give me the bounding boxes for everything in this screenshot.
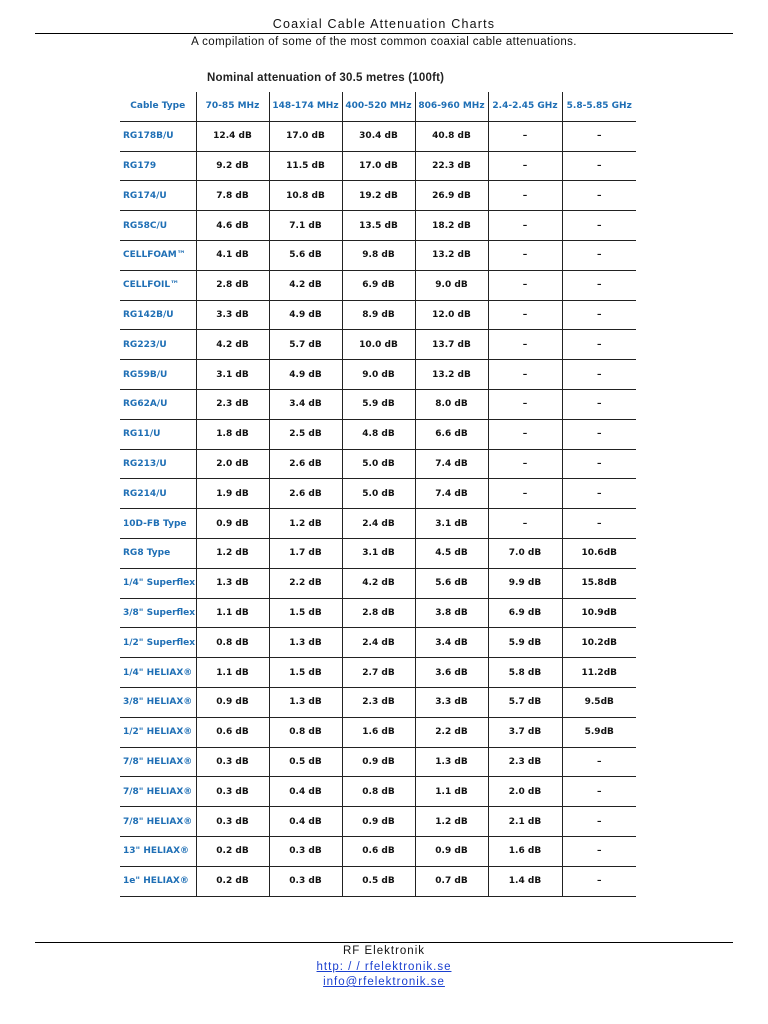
attenuation-cell: 0.6 dB — [196, 717, 269, 747]
attenuation-cell: 1.9 dB — [196, 479, 269, 509]
attenuation-table — [120, 92, 636, 897]
attenuation-cell: – — [488, 479, 562, 509]
attenuation-cell: – — [562, 509, 636, 539]
attenuation-cell: 3.7 dB — [488, 717, 562, 747]
document-title: Coaxial Cable Attenuation Charts — [272, 17, 496, 31]
table-row — [120, 240, 636, 270]
attenuation-cell: 3.6 dB — [415, 658, 488, 688]
attenuation-cell: 0.8 dB — [196, 628, 269, 658]
table-row — [120, 270, 636, 300]
table-row — [120, 538, 636, 568]
attenuation-cell: – — [562, 270, 636, 300]
attenuation-cell: – — [562, 360, 636, 390]
attenuation-cell: 11.5 dB — [269, 151, 342, 181]
attenuation-cell: 1.5 dB — [269, 598, 342, 628]
cable-type-cell: 7/8" HELIAX® — [120, 747, 196, 777]
attenuation-cell: 5.7 dB — [269, 330, 342, 360]
table-row — [120, 568, 636, 598]
attenuation-cell: 4.5 dB — [415, 538, 488, 568]
table-row — [120, 598, 636, 628]
attenuation-cell: 0.8 dB — [269, 717, 342, 747]
attenuation-cell: 1.2 dB — [415, 807, 488, 837]
cable-type-cell: 1/2" Superflex — [120, 628, 196, 658]
attenuation-cell: – — [562, 121, 636, 151]
column-header-frequency: 2.4-2.45 GHz — [488, 92, 562, 121]
attenuation-cell: – — [488, 330, 562, 360]
attenuation-cell: – — [562, 747, 636, 777]
attenuation-cell: 0.9 dB — [342, 807, 415, 837]
attenuation-cell: 2.3 dB — [196, 389, 269, 419]
attenuation-cell: 6.6 dB — [415, 419, 488, 449]
attenuation-cell: 0.3 dB — [196, 807, 269, 837]
attenuation-cell: 1.6 dB — [488, 836, 562, 866]
attenuation-cell: 2.5 dB — [269, 419, 342, 449]
attenuation-cell: 10.8 dB — [269, 181, 342, 211]
attenuation-cell: 5.0 dB — [342, 449, 415, 479]
attenuation-cell: – — [488, 181, 562, 211]
table-row — [120, 121, 636, 151]
cable-type-cell: 3/8" Superflex — [120, 598, 196, 628]
table-row — [120, 509, 636, 539]
attenuation-cell: 0.3 dB — [269, 836, 342, 866]
attenuation-cell: 9.9 dB — [488, 568, 562, 598]
attenuation-cell: 12.0 dB — [415, 300, 488, 330]
attenuation-cell: 2.0 dB — [488, 777, 562, 807]
attenuation-cell: – — [488, 151, 562, 181]
attenuation-cell: 0.9 dB — [196, 687, 269, 717]
attenuation-cell: 4.8 dB — [342, 419, 415, 449]
column-header-frequency: 400-520 MHz — [342, 92, 415, 121]
table-row — [120, 330, 636, 360]
table-row — [120, 777, 636, 807]
attenuation-cell: 10.9dB — [562, 598, 636, 628]
attenuation-cell: 5.9 dB — [342, 389, 415, 419]
attenuation-cell: 2.0 dB — [196, 449, 269, 479]
column-header-frequency: 70-85 MHz — [196, 92, 269, 121]
attenuation-cell: 2.6 dB — [269, 479, 342, 509]
attenuation-cell: 1.4 dB — [488, 866, 562, 896]
column-header-frequency: 5.8-5.85 GHz — [562, 92, 636, 121]
attenuation-cell: – — [562, 300, 636, 330]
attenuation-cell: 10.0 dB — [342, 330, 415, 360]
attenuation-cell: 9.5dB — [562, 687, 636, 717]
cable-type-cell: 1e" HELIAX® — [120, 866, 196, 896]
table-row — [120, 628, 636, 658]
attenuation-cell: – — [488, 121, 562, 151]
column-header-frequency: 148-174 MHz — [269, 92, 342, 121]
attenuation-cell: 2.7 dB — [342, 658, 415, 688]
attenuation-cell: 13.5 dB — [342, 211, 415, 241]
attenuation-cell: 6.9 dB — [488, 598, 562, 628]
attenuation-cell: 1.1 dB — [196, 598, 269, 628]
attenuation-cell: 0.5 dB — [269, 747, 342, 777]
table-row — [120, 181, 636, 211]
attenuation-cell: 1.5 dB — [269, 658, 342, 688]
attenuation-cell: 2.3 dB — [342, 687, 415, 717]
attenuation-cell: 7.4 dB — [415, 479, 488, 509]
attenuation-cell: – — [562, 866, 636, 896]
attenuation-cell: 4.2 dB — [196, 330, 269, 360]
attenuation-cell: 3.3 dB — [196, 300, 269, 330]
attenuation-cell: – — [562, 211, 636, 241]
attenuation-cell: 22.3 dB — [415, 151, 488, 181]
attenuation-cell: 0.9 dB — [196, 509, 269, 539]
cable-type-cell: RG59B/U — [120, 360, 196, 390]
table-row — [120, 807, 636, 837]
attenuation-cell: 4.2 dB — [269, 270, 342, 300]
attenuation-cell: – — [562, 479, 636, 509]
attenuation-cell: 5.0 dB — [342, 479, 415, 509]
table-row — [120, 419, 636, 449]
table-row — [120, 449, 636, 479]
cable-type-cell: RG58C/U — [120, 211, 196, 241]
attenuation-cell: 4.2 dB — [342, 568, 415, 598]
attenuation-cell: 4.9 dB — [269, 300, 342, 330]
table-body — [120, 121, 636, 896]
attenuation-cell: 2.8 dB — [196, 270, 269, 300]
cable-type-cell: 3/8" HELIAX® — [120, 687, 196, 717]
attenuation-cell: 4.6 dB — [196, 211, 269, 241]
cable-type-cell: RG62A/U — [120, 389, 196, 419]
table-header-row — [120, 92, 636, 121]
cable-type-cell: RG8 Type — [120, 538, 196, 568]
attenuation-cell: 0.2 dB — [196, 836, 269, 866]
attenuation-cell: – — [562, 449, 636, 479]
attenuation-cell: 1.8 dB — [196, 419, 269, 449]
cable-type-cell: CELLFOIL™ — [120, 270, 196, 300]
attenuation-cell: 1.1 dB — [196, 658, 269, 688]
attenuation-cell: 17.0 dB — [269, 121, 342, 151]
attenuation-cell: 0.7 dB — [415, 866, 488, 896]
cable-type-cell: RG174/U — [120, 181, 196, 211]
attenuation-cell: 1.3 dB — [269, 687, 342, 717]
cable-type-cell: RG179 — [120, 151, 196, 181]
attenuation-cell: 0.3 dB — [269, 866, 342, 896]
cable-type-cell: RG178B/U — [120, 121, 196, 151]
attenuation-cell: 3.4 dB — [415, 628, 488, 658]
cable-type-cell: RG142B/U — [120, 300, 196, 330]
attenuation-cell: 6.9 dB — [342, 270, 415, 300]
attenuation-cell: 0.4 dB — [269, 777, 342, 807]
cable-type-cell: CELLFOAM™ — [120, 240, 196, 270]
attenuation-cell: 1.2 dB — [196, 538, 269, 568]
column-header-cable-type: Cable Type — [120, 92, 196, 121]
attenuation-cell: – — [488, 509, 562, 539]
attenuation-cell: 0.3 dB — [196, 777, 269, 807]
attenuation-cell: 10.2dB — [562, 628, 636, 658]
attenuation-cell: 0.4 dB — [269, 807, 342, 837]
attenuation-cell: 13.2 dB — [415, 240, 488, 270]
attenuation-cell: 4.1 dB — [196, 240, 269, 270]
attenuation-cell: – — [488, 449, 562, 479]
attenuation-cell: 2.1 dB — [488, 807, 562, 837]
table-caption: Nominal attenuation of 30.5 metres (100ft) — [207, 72, 445, 84]
header-rule — [35, 33, 733, 34]
attenuation-cell: – — [562, 240, 636, 270]
attenuation-cell: – — [562, 807, 636, 837]
table-row — [120, 836, 636, 866]
attenuation-cell: – — [488, 270, 562, 300]
attenuation-cell: 18.2 dB — [415, 211, 488, 241]
footer-website-link[interactable]: http: / / rfelektronik.se — [316, 961, 452, 973]
attenuation-cell: 9.0 dB — [415, 270, 488, 300]
attenuation-cell: 4.9 dB — [269, 360, 342, 390]
table-row — [120, 866, 636, 896]
attenuation-cell: 5.6 dB — [269, 240, 342, 270]
attenuation-cell: 9.2 dB — [196, 151, 269, 181]
table-row — [120, 687, 636, 717]
attenuation-cell: 1.2 dB — [269, 509, 342, 539]
attenuation-cell: 0.5 dB — [342, 866, 415, 896]
attenuation-cell: 13.7 dB — [415, 330, 488, 360]
attenuation-cell: 7.8 dB — [196, 181, 269, 211]
cable-type-cell: RG223/U — [120, 330, 196, 360]
attenuation-cell: – — [488, 240, 562, 270]
attenuation-cell: 3.8 dB — [415, 598, 488, 628]
attenuation-cell: 1.3 dB — [196, 568, 269, 598]
attenuation-cell: 1.7 dB — [269, 538, 342, 568]
attenuation-cell: – — [488, 300, 562, 330]
table-row — [120, 479, 636, 509]
attenuation-cell: 26.9 dB — [415, 181, 488, 211]
table-row — [120, 389, 636, 419]
attenuation-cell: 12.4 dB — [196, 121, 269, 151]
attenuation-cell: 15.8dB — [562, 568, 636, 598]
table-row — [120, 658, 636, 688]
cable-type-cell: 1/4" Superflex — [120, 568, 196, 598]
attenuation-cell: – — [562, 836, 636, 866]
attenuation-cell: 1.3 dB — [269, 628, 342, 658]
attenuation-cell: 0.2 dB — [196, 866, 269, 896]
footer-company: RF Elektronik — [342, 945, 426, 957]
attenuation-cell: – — [488, 360, 562, 390]
attenuation-cell: – — [562, 777, 636, 807]
attenuation-cell: – — [562, 419, 636, 449]
attenuation-cell: 2.4 dB — [342, 628, 415, 658]
attenuation-cell: – — [562, 151, 636, 181]
attenuation-cell: 40.8 dB — [415, 121, 488, 151]
attenuation-cell: 1.3 dB — [415, 747, 488, 777]
table-row — [120, 211, 636, 241]
cable-type-cell: RG214/U — [120, 479, 196, 509]
attenuation-cell: – — [488, 211, 562, 241]
attenuation-cell: – — [562, 389, 636, 419]
table-row — [120, 717, 636, 747]
attenuation-cell: 7.0 dB — [488, 538, 562, 568]
document-subtitle: A compilation of some of the most common coaxial cable attenuations. — [191, 36, 577, 48]
attenuation-cell: 2.3 dB — [488, 747, 562, 777]
table-row — [120, 300, 636, 330]
attenuation-cell: 7.4 dB — [415, 449, 488, 479]
attenuation-cell: – — [488, 419, 562, 449]
attenuation-cell: – — [562, 181, 636, 211]
attenuation-cell: 0.9 dB — [342, 747, 415, 777]
attenuation-cell: – — [488, 389, 562, 419]
column-header-frequency: 806-960 MHz — [415, 92, 488, 121]
footer-email-link[interactable]: info@rfelektronik.se — [323, 976, 445, 988]
attenuation-cell: 3.1 dB — [342, 538, 415, 568]
attenuation-cell: 5.7 dB — [488, 687, 562, 717]
attenuation-cell: 0.6 dB — [342, 836, 415, 866]
attenuation-cell: 13.2 dB — [415, 360, 488, 390]
attenuation-cell: 9.0 dB — [342, 360, 415, 390]
attenuation-cell: 3.4 dB — [269, 389, 342, 419]
attenuation-cell: 8.0 dB — [415, 389, 488, 419]
attenuation-cell: 0.9 dB — [415, 836, 488, 866]
attenuation-cell: 1.1 dB — [415, 777, 488, 807]
attenuation-cell: 2.2 dB — [269, 568, 342, 598]
attenuation-cell: 2.6 dB — [269, 449, 342, 479]
attenuation-cell: 2.8 dB — [342, 598, 415, 628]
attenuation-cell: 19.2 dB — [342, 181, 415, 211]
attenuation-cell: – — [562, 330, 636, 360]
footer-rule — [35, 942, 733, 943]
table-row — [120, 360, 636, 390]
attenuation-cell: 5.9dB — [562, 717, 636, 747]
attenuation-cell: 3.1 dB — [196, 360, 269, 390]
cable-type-cell: RG213/U — [120, 449, 196, 479]
attenuation-cell: 0.8 dB — [342, 777, 415, 807]
attenuation-cell: 1.6 dB — [342, 717, 415, 747]
attenuation-cell: 11.2dB — [562, 658, 636, 688]
attenuation-cell: 17.0 dB — [342, 151, 415, 181]
cable-type-cell: 10D-FB Type — [120, 509, 196, 539]
attenuation-cell: 5.9 dB — [488, 628, 562, 658]
attenuation-cell: 8.9 dB — [342, 300, 415, 330]
cable-type-cell: 13" HELIAX® — [120, 836, 196, 866]
table-row — [120, 747, 636, 777]
attenuation-cell: 0.3 dB — [196, 747, 269, 777]
attenuation-cell: 7.1 dB — [269, 211, 342, 241]
attenuation-cell: 5.6 dB — [415, 568, 488, 598]
attenuation-cell: 3.3 dB — [415, 687, 488, 717]
cable-type-cell: 7/8" HELIAX® — [120, 807, 196, 837]
attenuation-cell: 9.8 dB — [342, 240, 415, 270]
cable-type-cell: 7/8" HELIAX® — [120, 777, 196, 807]
attenuation-cell: 2.2 dB — [415, 717, 488, 747]
attenuation-cell: 30.4 dB — [342, 121, 415, 151]
cable-type-cell: 1/2" HELIAX® — [120, 717, 196, 747]
attenuation-cell: 10.6dB — [562, 538, 636, 568]
attenuation-cell: 5.8 dB — [488, 658, 562, 688]
cable-type-cell: 1/4" HELIAX® — [120, 658, 196, 688]
attenuation-cell: 2.4 dB — [342, 509, 415, 539]
table-row — [120, 151, 636, 181]
cable-type-cell: RG11/U — [120, 419, 196, 449]
attenuation-cell: 3.1 dB — [415, 509, 488, 539]
